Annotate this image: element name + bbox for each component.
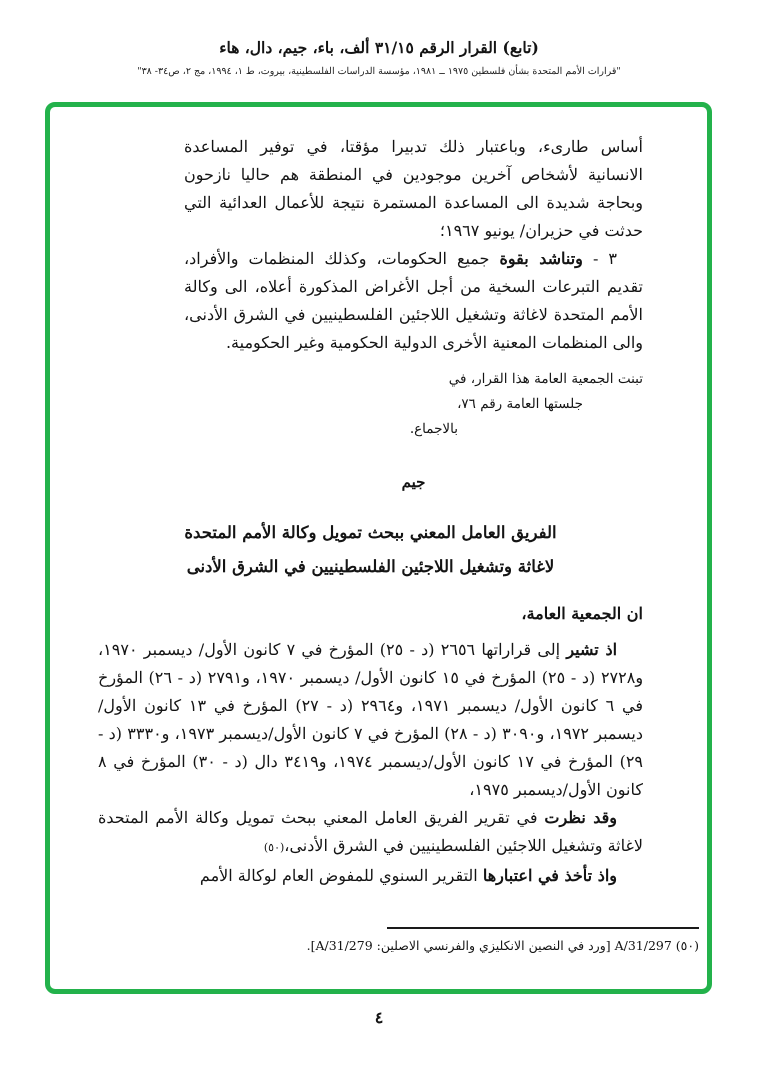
recital-recalling	[98, 636, 643, 804]
page-number: ٤	[374, 1008, 384, 1027]
resolution-excerpt	[184, 133, 643, 442]
recital-taking-into-account	[98, 862, 643, 890]
recital-1-text: إلى قراراتها ٢٦٥٦ (د - ٢٥) المؤرخ في ٧ كانون الأول/ ديسمبر ١٩٧٠، و٢٧٢٨ (د - ٢٥) المؤرخ في ١٥ كانون الأول/ ديسمبر ١٩٧٠، و٢٧٩١ (د - ٢٦) المؤرخ في ٦ كانون الأول/ ديسمبر ١٩٧١، و٢٩٦٤ (د - ٢٧) المؤرخ في ١٣ كانون الأول/ديسمبر ١٩٧٢، و٣٠٩٠ (د - ٢٨) المؤرخ في ٧ كانون الأول/ديسمبر ١٩٧٣، و٣٣٣٠ (د - ٢٩) المؤرخ في ١٧ كانون الأول/ديسمبر ١٩٧٤، و٣٤١٩ دال (د - ٣٠) المؤرخ في ٨ كانون الأول/ديسمبر ١٩٧٥،	[98, 640, 644, 799]
recital-3-text: التقرير السنوي للمفوض العام لوكالة الأمم	[199, 866, 483, 885]
adoption-line-3: بالاجماع.	[409, 421, 458, 437]
clause-3-number: ٣ -	[582, 249, 618, 268]
page-header	[0, 38, 758, 77]
recital-3-lead: واذ تأخذ في اعتبارها	[482, 866, 617, 885]
heading-line-1: الفريق العامل المعني ببحث تمويل وكالة الأمم المتحدة	[184, 523, 557, 542]
document-body	[50, 107, 707, 989]
paragraph-clause-3	[184, 245, 643, 357]
recital-1-lead: اذ تشير	[566, 640, 618, 659]
paragraph-continuation: أساس طارىء، وباعتبار ذلك تدبيرا مؤقتا، في توفير المساعدة الانسانية لأشخاص آخرين موجودين في المنطقة هم حاليا نازحون وبحاجة شديدة الى المساعدة المستمرة نتيجة للأعمال العدائية التي حدثت في حزيران/ يونيو ١٩٦٧؛	[184, 137, 643, 240]
clause-3-text: جميع الحكومات، وكذلك المنظمات والأفراد، تقديم التبرعات السخية من أجل الأغراض المذكورة أعلاه، الى وكالة الأمم المتحدة لاغاثة وتشغيل اللاجئين الفلسطينيين في الشرق الأدنى، والى المنظمات المعنية الأخرى الدولية الحكومية وغير الحكومية.	[184, 249, 643, 352]
clause-3-lead: وتناشد بقوة	[499, 249, 583, 268]
footnote-text: (٥٠) A/31/297 [ورد في النصين الانكليزي والفرنسي الاصلين: A/31/279].	[306, 938, 699, 953]
footnote-reference-marker: (٥٠)	[263, 841, 285, 854]
source-citation: "قرارات الأمم المتحدة بشأن فلسطين ١٩٧٥ ــ ١٩٨١، مؤسسة الدراسات الفلسطينية، بيروت، ط ١، ١٩٩٤، مج ٢، ص٣٤- ٣٨"	[137, 66, 621, 77]
footnote-area	[98, 927, 699, 955]
green-border-frame	[45, 102, 712, 994]
recital-2-text: في تقرير الفريق العامل المعني ببحث تمويل وكالة الأمم المتحدة لاغاثة وتشغيل اللاجئين الفلسطينيين في الشرق الأدنى،	[98, 808, 643, 855]
adoption-line-1: تبنت الجمعية العامة هذا القرار، في	[448, 371, 643, 387]
opening-phrase: ان الجمعية العامة،	[521, 604, 643, 623]
document-title: (تابع) القرار الرقم ٣١/١٥ ألف، باء، جيم، دال، هاء	[219, 38, 539, 57]
recital-2-lead: وقد نظرت	[544, 808, 617, 827]
adoption-note	[184, 367, 643, 442]
adoption-line-2: جلستها العامة رقم ٧٦،	[457, 396, 583, 412]
footnote-divider	[387, 927, 699, 929]
recital-having-considered	[98, 804, 643, 862]
heading-line-2: لاغاثة وتشغيل اللاجئين الفلسطينيين في الشرق الأدنى	[186, 557, 555, 576]
section-heading	[98, 516, 643, 584]
section-letter: جيم	[401, 473, 426, 491]
